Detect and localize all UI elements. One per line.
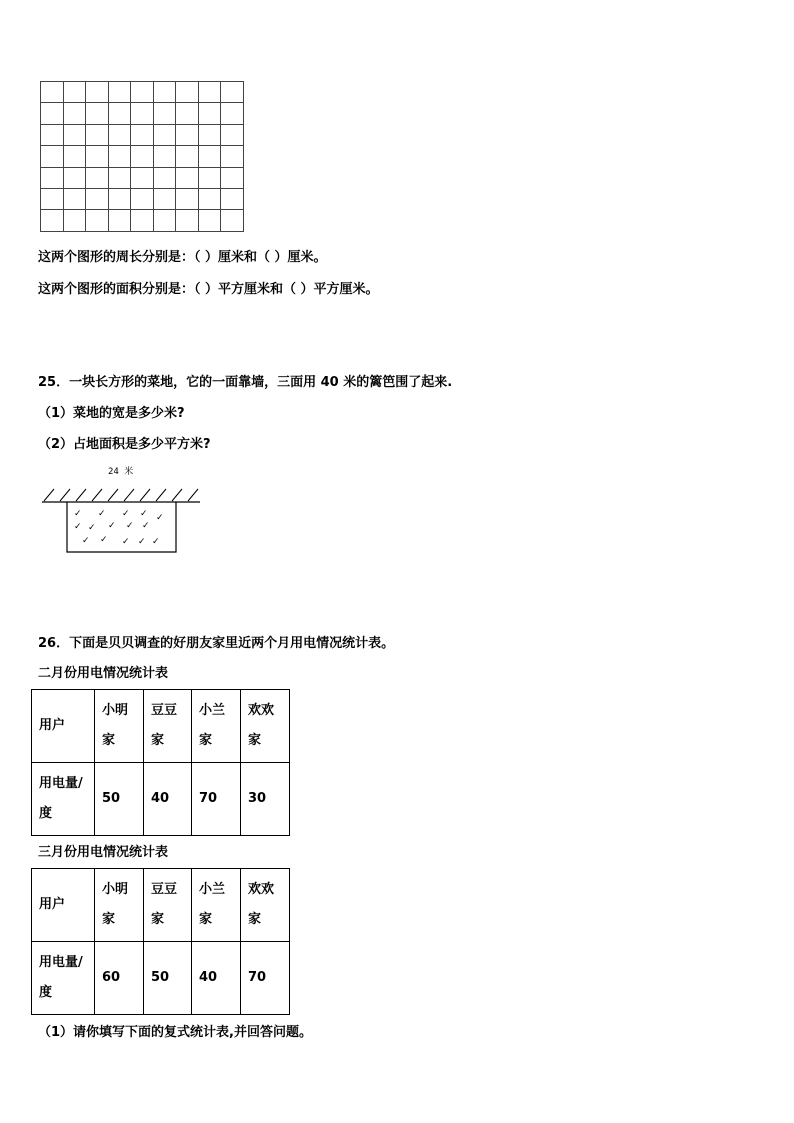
svg-text:✓: ✓ bbox=[126, 521, 134, 531]
grid-cell bbox=[108, 167, 131, 188]
feb-household: 小明 家 bbox=[95, 690, 144, 763]
svg-text:✓: ✓ bbox=[82, 536, 90, 546]
grid-cell bbox=[86, 103, 109, 124]
grid-cell bbox=[221, 210, 244, 231]
grid-cell bbox=[176, 188, 199, 209]
grid-cell bbox=[41, 188, 64, 209]
grid-cell bbox=[198, 124, 221, 145]
grid-row bbox=[41, 146, 244, 167]
grid-cell bbox=[41, 167, 64, 188]
svg-text:✓: ✓ bbox=[122, 537, 130, 547]
grid-cell bbox=[86, 210, 109, 231]
grid-cell bbox=[63, 103, 86, 124]
grid-cell bbox=[41, 103, 64, 124]
grid-cell bbox=[176, 210, 199, 231]
svg-text:✓: ✓ bbox=[74, 522, 82, 532]
svg-text:✓: ✓ bbox=[88, 523, 96, 533]
crop-marks bbox=[74, 509, 164, 547]
grid-cell bbox=[131, 124, 154, 145]
mar-value: 50 bbox=[144, 942, 192, 1015]
grid-cell bbox=[198, 103, 221, 124]
grid-cell bbox=[41, 146, 64, 167]
grid-cell bbox=[63, 188, 86, 209]
mar-value: 60 bbox=[95, 942, 144, 1015]
grid-cell bbox=[86, 124, 109, 145]
svg-text:✓: ✓ bbox=[152, 537, 160, 547]
svg-text:✓: ✓ bbox=[98, 509, 106, 519]
grid-cell bbox=[131, 210, 154, 231]
svg-text:✓: ✓ bbox=[74, 509, 82, 519]
grid-row bbox=[41, 124, 244, 145]
grid-row bbox=[41, 103, 244, 124]
svg-text:✓: ✓ bbox=[108, 521, 116, 531]
grid-cell bbox=[153, 167, 176, 188]
grid-cell bbox=[41, 124, 64, 145]
figure-length-label: 24 米 bbox=[108, 467, 134, 477]
mar-household: 豆豆 家 bbox=[144, 869, 192, 942]
grid-cell bbox=[198, 210, 221, 231]
grid-row bbox=[41, 167, 244, 188]
feb-header-usage: 用电量/ 度 bbox=[32, 763, 95, 836]
grid-cell bbox=[41, 82, 64, 103]
q26-title: 26．下面是贝贝调查的好朋友家里近两个月用电情况统计表。 bbox=[38, 636, 395, 651]
grid-cell bbox=[63, 167, 86, 188]
grid-cell bbox=[153, 82, 176, 103]
grid-cell bbox=[221, 188, 244, 209]
q26-sub1: （1）请你填写下面的复式统计表,并回答问题。 bbox=[38, 1025, 312, 1040]
grid-cell bbox=[108, 146, 131, 167]
grid-cell bbox=[153, 124, 176, 145]
grid-cell bbox=[221, 146, 244, 167]
mar-usage-table bbox=[31, 868, 290, 1015]
feb-value: 70 bbox=[192, 763, 241, 836]
grid-cell bbox=[108, 82, 131, 103]
grid-cell bbox=[63, 210, 86, 231]
mar-header-user: 用户 bbox=[32, 869, 95, 942]
feb-value: 40 bbox=[144, 763, 192, 836]
feb-household: 豆豆 家 bbox=[144, 690, 192, 763]
grid-cell bbox=[63, 146, 86, 167]
grid-cell bbox=[86, 188, 109, 209]
grid-cell bbox=[221, 167, 244, 188]
grid-cell bbox=[221, 82, 244, 103]
grid-cell bbox=[108, 210, 131, 231]
grid-cell bbox=[131, 146, 154, 167]
grid-cell bbox=[108, 103, 131, 124]
grid-cell bbox=[221, 103, 244, 124]
feb-usage-table bbox=[31, 689, 290, 836]
feb-household: 小兰 家 bbox=[192, 690, 241, 763]
svg-text:✓: ✓ bbox=[156, 513, 164, 523]
feb-header-user: 用户 bbox=[32, 690, 95, 763]
grid-cell bbox=[198, 146, 221, 167]
grid-cell bbox=[131, 82, 154, 103]
mar-household: 小明 家 bbox=[95, 869, 144, 942]
grid-cell bbox=[176, 82, 199, 103]
grid-cell bbox=[176, 146, 199, 167]
wall-hatching bbox=[44, 489, 198, 501]
mar-value: 70 bbox=[241, 942, 290, 1015]
grid-cell bbox=[198, 188, 221, 209]
grid-cell bbox=[86, 82, 109, 103]
perimeter-question: 这两个图形的周长分别是：（ ）厘米和（ ）厘米。 bbox=[38, 250, 327, 265]
square-grid bbox=[40, 81, 244, 232]
grid-cell bbox=[176, 167, 199, 188]
svg-text:✓: ✓ bbox=[138, 537, 146, 547]
grid-cell bbox=[63, 82, 86, 103]
grid-cell bbox=[41, 210, 64, 231]
feb-value: 30 bbox=[241, 763, 290, 836]
grid-cell bbox=[131, 167, 154, 188]
grid-cell bbox=[86, 167, 109, 188]
q25-sub1: （1）菜地的宽是多少米? bbox=[38, 406, 185, 421]
grid-cell bbox=[108, 124, 131, 145]
q25-title: 25．一块长方形的菜地，它的一面靠墙，三面用 40 米的篱笆围了起来. bbox=[38, 375, 453, 390]
grid-cell bbox=[153, 103, 176, 124]
mar-table-caption: 三月份用电情况统计表 bbox=[38, 845, 169, 860]
mar-household: 小兰 家 bbox=[192, 869, 241, 942]
grid-cell bbox=[153, 188, 176, 209]
svg-text:✓: ✓ bbox=[140, 509, 148, 519]
grid-row bbox=[41, 210, 244, 231]
svg-text:✓: ✓ bbox=[122, 509, 130, 519]
svg-text:✓: ✓ bbox=[142, 521, 150, 531]
svg-text:✓: ✓ bbox=[100, 535, 108, 545]
grid-cell bbox=[221, 124, 244, 145]
feb-table-caption: 二月份用电情况统计表 bbox=[38, 666, 169, 681]
grid-cell bbox=[176, 103, 199, 124]
grid-cell bbox=[86, 146, 109, 167]
mar-household: 欢欢 家 bbox=[241, 869, 290, 942]
grid-cell bbox=[131, 188, 154, 209]
q25-sub2: （2）占地面积是多少平方米? bbox=[38, 437, 211, 452]
mar-header-usage: 用电量/ 度 bbox=[32, 942, 95, 1015]
area-question: 这两个图形的面积分别是：（ ）平方厘米和（ ）平方厘米。 bbox=[38, 282, 379, 297]
grid-row bbox=[41, 82, 244, 103]
grid-row bbox=[41, 188, 244, 209]
mar-value: 40 bbox=[192, 942, 241, 1015]
grid-cell bbox=[198, 167, 221, 188]
grid-cell bbox=[198, 82, 221, 103]
vegetable-plot-figure bbox=[38, 480, 208, 560]
grid-cell bbox=[63, 124, 86, 145]
grid-cell bbox=[108, 188, 131, 209]
grid-cell bbox=[153, 210, 176, 231]
feb-household: 欢欢 家 bbox=[241, 690, 290, 763]
grid-cell bbox=[176, 124, 199, 145]
grid-cell bbox=[131, 103, 154, 124]
feb-value: 50 bbox=[95, 763, 144, 836]
grid-cell bbox=[153, 146, 176, 167]
